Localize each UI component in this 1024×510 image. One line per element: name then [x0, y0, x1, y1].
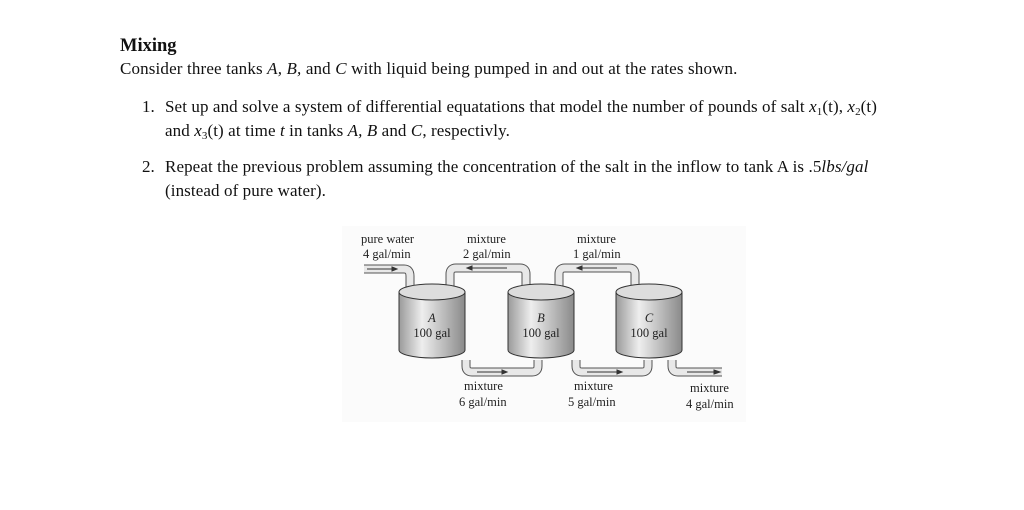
- c-to-b-label: mixture: [577, 232, 616, 246]
- item-2-line-1: [165, 157, 868, 177]
- item-text: at time: [223, 121, 280, 140]
- item-1-line-2: [165, 121, 510, 142]
- b-to-c-label: mixture: [574, 379, 613, 393]
- arg: (t): [207, 121, 224, 140]
- item-text: Repeat the previous problem assuming the concentration of the salt in the inflow to tank A is .5: [165, 157, 822, 176]
- var-x2: x: [847, 97, 856, 116]
- tank-b-volume: 100 gal: [522, 326, 560, 340]
- tank-a-name: A: [428, 311, 436, 325]
- item-text: Set up and solve a system of differential equatations that model the number of pounds of salt: [165, 97, 810, 116]
- unit: lbs/gal: [821, 157, 869, 176]
- item-text: and: [165, 121, 195, 140]
- item-number: 1.: [142, 97, 155, 116]
- intro-text: [120, 59, 738, 79]
- tank-c-volume: 100 gal: [630, 326, 668, 340]
- tank-b-name: B: [537, 311, 545, 325]
- arg: (t): [860, 97, 878, 116]
- item-2-line-2: (instead of pure water).: [165, 181, 326, 200]
- var-tanks: A, B: [347, 121, 378, 140]
- var-x1: x: [809, 97, 817, 116]
- sub-3: 3: [201, 130, 208, 142]
- var-t: t: [279, 121, 285, 140]
- item-text: , respectivly.: [422, 121, 510, 140]
- item-text: and: [377, 121, 411, 140]
- c-to-b-rate: 1 gal/min: [573, 247, 621, 261]
- intro-vars: A, B,: [267, 59, 302, 78]
- intro-after: with liquid being pumped in and out at the rates shown.: [346, 59, 738, 78]
- tank-c-name: C: [644, 311, 654, 325]
- b-to-a-label: mixture: [467, 232, 506, 246]
- intro-before: Consider three tanks: [120, 59, 268, 78]
- item-text: in tanks: [284, 121, 348, 140]
- b-to-c-rate: 5 gal/min: [568, 395, 616, 409]
- arg: (t),: [822, 97, 848, 116]
- var-x3: x: [194, 121, 202, 140]
- outflow-rate: 4 gal/min: [686, 397, 734, 411]
- b-to-a-rate: 2 gal/min: [463, 247, 511, 261]
- sub-2: 2: [855, 106, 861, 118]
- a-to-b-label: mixture: [464, 379, 503, 393]
- outflow-label: mixture: [690, 381, 729, 395]
- inflow-rate: 4 gal/min: [363, 247, 411, 261]
- a-to-b-rate: 6 gal/min: [459, 395, 507, 409]
- inflow-label: pure water: [361, 232, 415, 246]
- intro-mid: and: [301, 59, 336, 78]
- intro-var-c: C: [335, 59, 347, 78]
- tank-diagram: [342, 226, 746, 422]
- item-number: 2.: [142, 157, 155, 176]
- tank-a-volume: 100 gal: [413, 326, 451, 340]
- sub-1: 1: [816, 106, 823, 118]
- var-c: C: [410, 121, 423, 140]
- section-title: Mixing: [120, 36, 177, 56]
- item-1-line-1: [165, 97, 877, 118]
